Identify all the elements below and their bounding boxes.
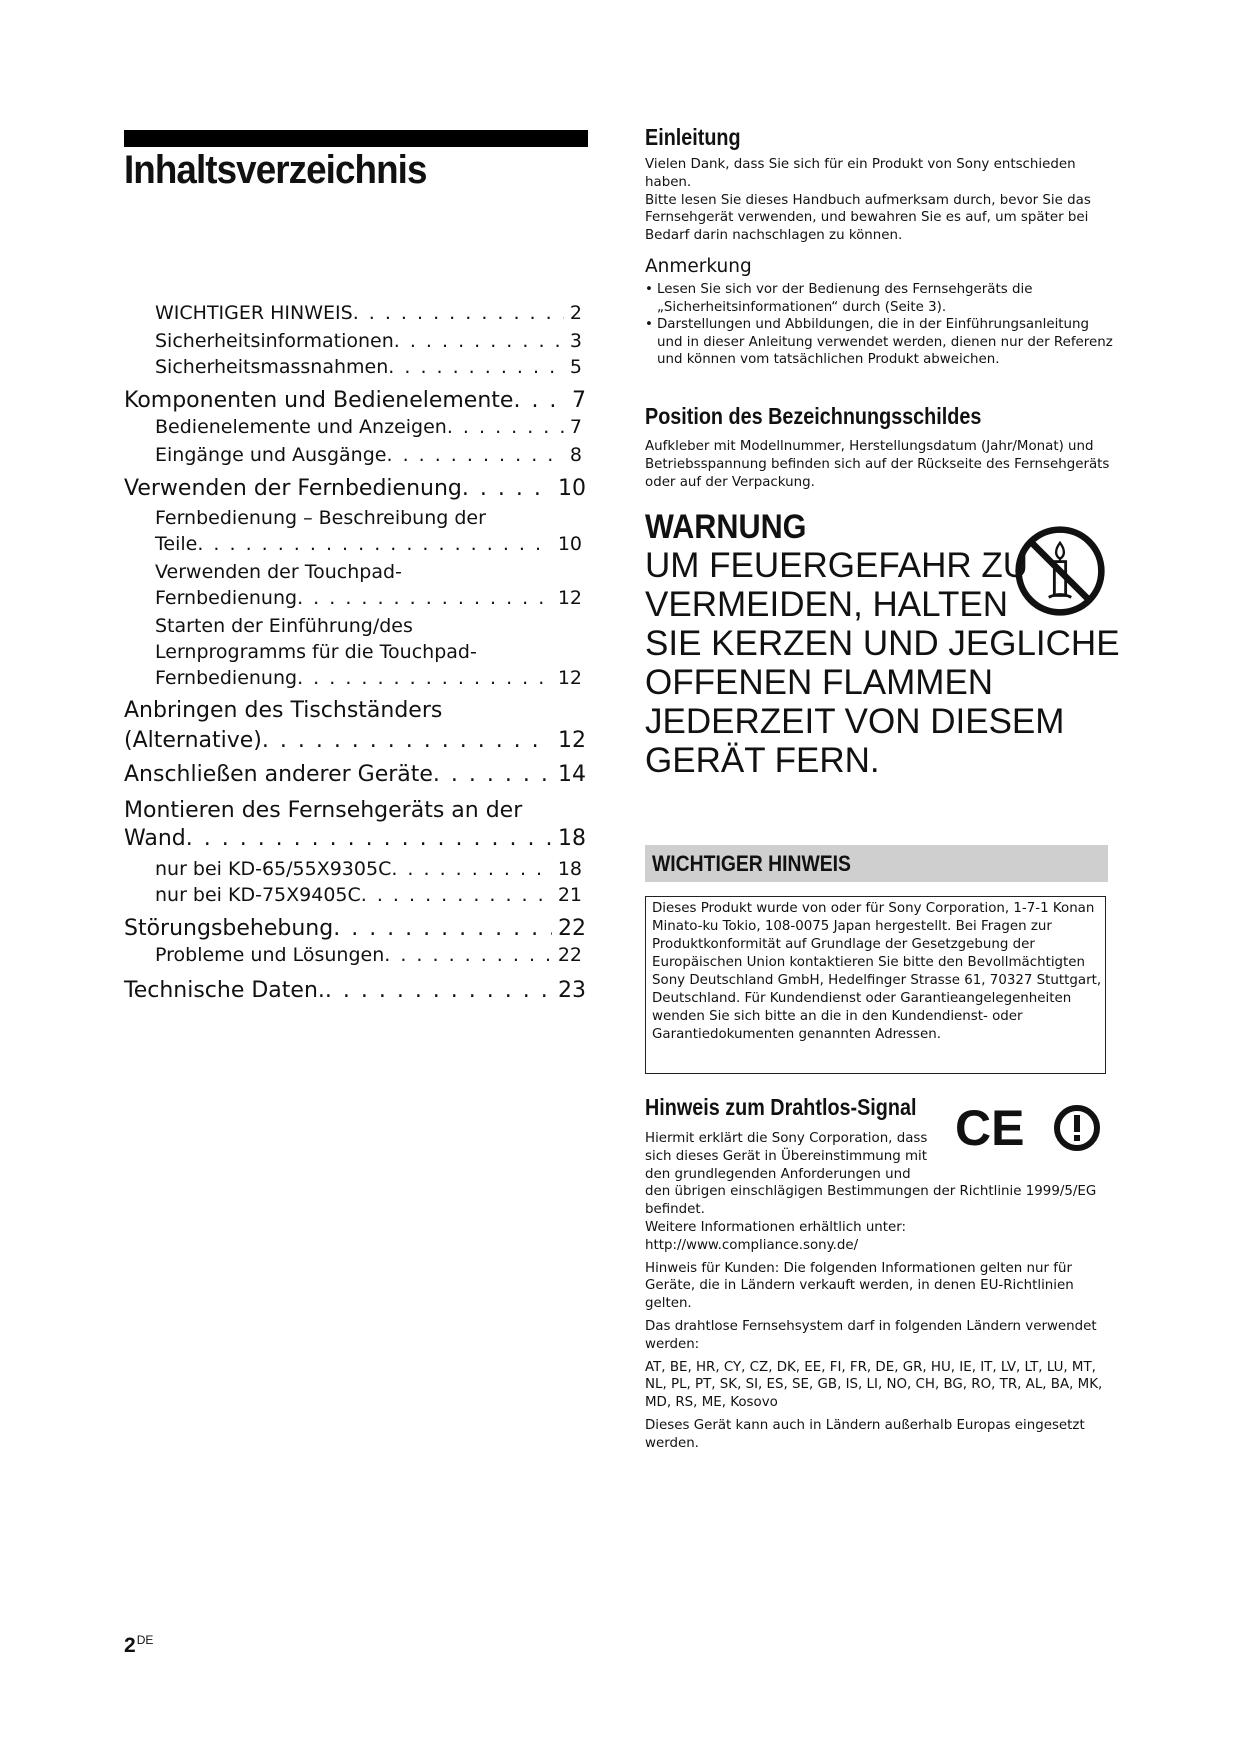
drahtlos-line: Weitere Informationen erhältlich unter: bbox=[645, 1219, 907, 1235]
drahtlos-line: den übrigen einschlägigen Bestimmungen der Richtlinie 1999/5/EG befindet. bbox=[645, 1184, 1097, 1218]
ce-mark-icon bbox=[955, 1100, 1025, 1152]
toc-entry[interactable] bbox=[124, 388, 586, 413]
toc-entry-label: nur bei KD-65/55X9305C bbox=[155, 858, 392, 880]
anmerkung-item: • Darstellungen und Abbildungen, die in der Einführungsanleitung und in dieser Anleitung verwendet werden, dienen nur der Referenz und können vom tatsächlichen Produkt abweichen. bbox=[645, 316, 1113, 369]
toc-entry[interactable] bbox=[155, 302, 582, 324]
toc-entry-label-line: Verwenden der Touchpad- bbox=[155, 561, 402, 583]
toc-entry-page: 8 bbox=[569, 444, 582, 466]
toc-entry-label: Fernbedienung bbox=[155, 587, 298, 609]
toc-entry-label: Sicherheitsinformationen bbox=[155, 330, 394, 352]
toc-entry[interactable] bbox=[155, 884, 582, 906]
toc-entry[interactable] bbox=[124, 978, 586, 1003]
toc-entry-page: 12 bbox=[557, 667, 582, 689]
toc-entry-label: Komponenten und Bedienelemente bbox=[124, 388, 514, 413]
toc-entry-label: Fernbedienung bbox=[155, 667, 298, 689]
wichtiger-hinweis-title: WICHTIGER HINWEIS bbox=[652, 851, 851, 876]
toc-entry[interactable] bbox=[124, 916, 586, 941]
toc-entry-page: 10 bbox=[558, 476, 586, 501]
toc-entry-label-line: Montieren des Fernsehgeräts an der bbox=[124, 798, 523, 823]
toc-entry[interactable] bbox=[155, 356, 582, 378]
toc-entry[interactable] bbox=[155, 416, 582, 438]
toc-entry-label: (Alternative) bbox=[124, 728, 262, 753]
drahtlos-line: Dieses Gerät kann auch in Ländern außerhalb Europas eingesetzt werden. bbox=[645, 1417, 1085, 1451]
einleitung-text bbox=[645, 156, 1113, 245]
toc-entry-label: Probleme und Lösungen bbox=[155, 944, 385, 966]
toc-entry-page: 3 bbox=[569, 330, 582, 352]
toc-entry-label: Wand bbox=[124, 826, 186, 851]
toc-entry[interactable] bbox=[124, 826, 586, 851]
alert-circle-icon bbox=[1053, 1104, 1101, 1152]
toc-entry[interactable] bbox=[155, 858, 582, 880]
toc-entry-label: nur bei KD-75X9405C bbox=[155, 884, 361, 906]
toc-entry-page: 2 bbox=[569, 302, 582, 324]
warnung-line: OFFENEN FLAMMEN bbox=[645, 663, 994, 702]
page-number-value: 2 bbox=[124, 1634, 136, 1657]
toc-entry-page: 22 bbox=[557, 944, 582, 966]
drahtlos-line: Das drahtlose Fernsehsystem darf in folgenden Ländern verwendet werden: bbox=[645, 1318, 1097, 1352]
toc-entry-label-line: Anbringen des Tischständers bbox=[124, 698, 443, 723]
toc-entry-page: 12 bbox=[558, 728, 586, 753]
toc-entry-page: 12 bbox=[557, 587, 582, 609]
position-title: Position des Bezeichnungsschildes bbox=[645, 403, 982, 429]
toc-entry-page: 14 bbox=[558, 762, 586, 787]
page-language: DE bbox=[136, 1633, 154, 1647]
toc-entry-page: 7 bbox=[569, 416, 582, 438]
page-number bbox=[124, 1633, 153, 1658]
einleitung-title: Einleitung bbox=[645, 124, 741, 150]
toc-entry-page: 10 bbox=[557, 533, 582, 555]
toc-entry-label: Teile bbox=[155, 533, 198, 555]
anmerkung-list bbox=[645, 281, 1113, 369]
toc-entry-page: 7 bbox=[572, 388, 586, 413]
toc-entry-label: Sicherheitsmassnahmen bbox=[155, 356, 389, 378]
toc-entry-page: 18 bbox=[557, 858, 582, 880]
toc-entry[interactable] bbox=[155, 444, 582, 466]
toc-title: Inhaltsverzeichnis bbox=[124, 148, 427, 192]
toc-entry[interactable] bbox=[155, 587, 582, 609]
warnung-line: UM FEUERGEFAHR ZU bbox=[645, 546, 1029, 585]
toc-entry-label-line: Fernbedienung – Beschreibung der bbox=[155, 507, 486, 529]
toc-entry-page: 18 bbox=[558, 826, 586, 851]
warnung-title: WARNUNG bbox=[645, 508, 807, 546]
wichtiger-hinweis-text: Dieses Produkt wurde von oder für Sony Corporation, 1-7-1 Konan Minato-ku Tokio, 108-0075 Japan hergestellt. Bei Fragen zur Produktkonformität auf Grundlage der Gesetzgebung der Europäischen Union kontaktieren Sie bitte den Bevollmächtigten Sony Deutschland GmbH, Hedelfinger Strasse 61, 70327 Stuttgart, Deutschland. Für Kundendienst oder Garantieangelegenheiten wenden Sie sich bitte an die in den Kundendienst- oder Garantiedokumenten genannten Adressen. bbox=[652, 901, 1102, 1042]
einleitung-line: Vielen Dank, dass Sie sich für ein Produkt von Sony entschieden haben. bbox=[645, 157, 1076, 190]
toc-entry[interactable] bbox=[155, 533, 582, 555]
toc-entry[interactable] bbox=[155, 944, 582, 966]
position-text: Aufkleber mit Modellnummer, Herstellungsdatum (Jahr/Monat) und Betriebsspannung befinden sich auf der Rückseite des Fernsehgeräts oder auf der Verpackung. bbox=[645, 439, 1110, 490]
toc-header-bar bbox=[124, 130, 588, 147]
country-list: AT, BE, HR, CY, CZ, DK, EE, FI, FR, DE, GR, HU, IE, IT, LV, LT, LU, MT, NL, PL, PT, SK, SI, ES, SE, GB, IS, LI, NO, CH, BG, RO, TR, AL, BA, MK, MD, RS, ME, Kosovo bbox=[645, 1359, 1103, 1411]
toc-entry[interactable] bbox=[155, 667, 582, 689]
ce-mark-label: CE bbox=[955, 1100, 1025, 1152]
drahtlos-title: Hinweis zum Drahtlos-Signal bbox=[645, 1094, 917, 1120]
toc-entry-page: 5 bbox=[569, 356, 582, 378]
drahtlos-line: Hinweis für Kunden: Die folgenden Informationen gelten nur für Geräte, die in Ländern verkauft werden, in denen EU-Richtlinien gelten. bbox=[645, 1260, 1074, 1312]
toc-entry-label: Störungsbehebung bbox=[124, 916, 334, 941]
toc-entry-label-line: Starten der Einführung/des bbox=[155, 615, 413, 637]
no-candle-icon bbox=[1013, 524, 1107, 618]
toc-entry[interactable] bbox=[124, 728, 586, 753]
warnung-line: GERÄT FERN. bbox=[645, 741, 880, 780]
compliance-url[interactable]: http://www.compliance.sony.de/ bbox=[645, 1237, 859, 1253]
toc-entry-label-line: Lernprogramms für die Touchpad- bbox=[155, 641, 477, 663]
toc-entry[interactable] bbox=[124, 476, 586, 501]
toc-entry[interactable] bbox=[124, 762, 586, 787]
anmerkung-title: Anmerkung bbox=[645, 256, 752, 277]
toc-entry[interactable] bbox=[155, 330, 582, 352]
drahtlos-line: Hiermit erklärt die Sony Corporation, dass bbox=[645, 1131, 928, 1146]
toc-entry-label: Bedienelemente und Anzeigen bbox=[155, 416, 447, 438]
drahtlos-line: sich dieses Gerät in Übereinstimmung mit bbox=[645, 1148, 927, 1164]
toc-entry-label: Anschließen anderer Geräte bbox=[124, 762, 433, 787]
drahtlos-line: den grundlegenden Anforderungen und bbox=[645, 1166, 911, 1182]
warnung-line: JEDERZEIT VON DIESEM bbox=[645, 702, 1065, 741]
toc-entry-page: 23 bbox=[558, 978, 586, 1003]
toc-entry-page: 22 bbox=[558, 916, 586, 941]
einleitung-line: Bitte lesen Sie dieses Handbuch aufmerksam durch, bevor Sie das Fernsehgerät verwenden, und bewahren Sie es auf, um später bei Bedarf darin nachschlagen zu können. bbox=[645, 192, 1091, 244]
toc-entry-label: Eingänge und Ausgänge bbox=[155, 444, 387, 466]
toc-entry-label: WICHTIGER HINWEIS bbox=[155, 302, 353, 324]
toc-entry-label: Technische Daten. bbox=[124, 978, 325, 1003]
drahtlos-text bbox=[645, 1130, 1115, 1453]
toc-entry-page: 21 bbox=[557, 884, 582, 906]
warnung-line: SIE KERZEN UND JEGLICHE bbox=[645, 624, 1120, 663]
anmerkung-item: • Lesen Sie sich vor der Bedienung des Fernsehgeräts die „Sicherheitsinformationen“ durch (Seite 3). bbox=[645, 281, 1113, 316]
toc-entry-label: Verwenden der Fernbedienung bbox=[124, 476, 462, 501]
warnung-line: VERMEIDEN, HALTEN bbox=[645, 585, 1009, 624]
